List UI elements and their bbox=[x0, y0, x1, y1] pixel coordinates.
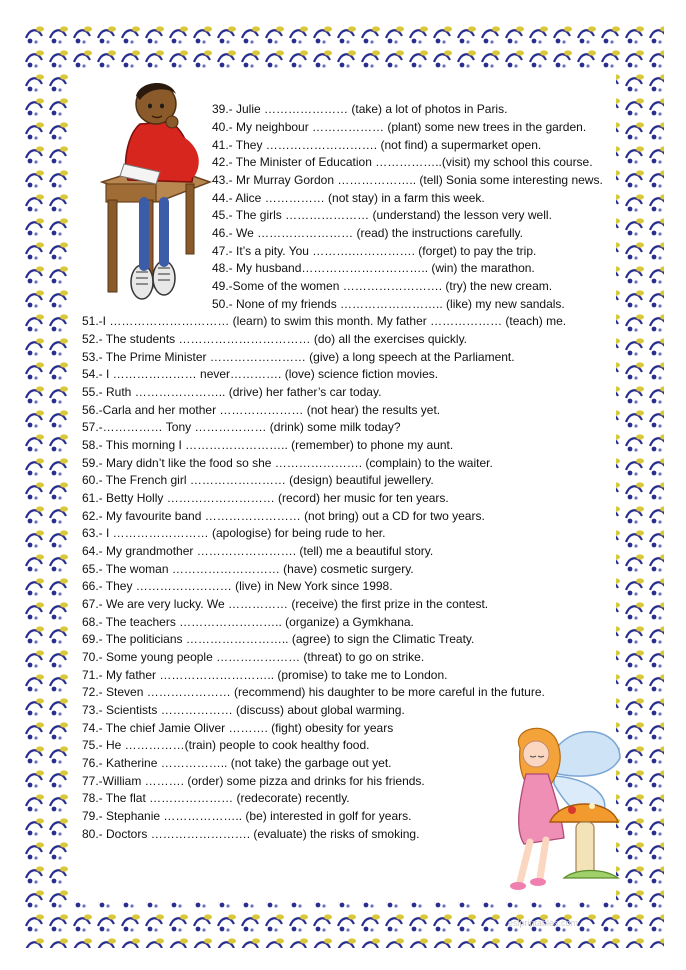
exercise-68: 68.- The teachers …………………….. (organize) a Gymkhana. bbox=[82, 615, 414, 629]
exercise-69: 69.- The politicians …………………….. (agree) to sign the Climatic Treaty. bbox=[82, 632, 475, 646]
exercise-80: 80.- Doctors ……………………. (evaluate) the risks of smoking. bbox=[82, 827, 420, 841]
exercise-52: 52.- The students …………………………… (do) all the exercises quickly. bbox=[82, 332, 468, 346]
exercise-63: 63.- I …………………… (apologise) for being rude to her. bbox=[82, 526, 386, 540]
exercise-58: 58.- This morning I …………………….. (remember) to phone my aunt. bbox=[82, 438, 454, 452]
exercise-75: 75.- He ……………(train) people to cook healthy food. bbox=[82, 738, 370, 752]
exercise-54: 54.- I ………………… never…………. (love) science fiction movies. bbox=[82, 367, 439, 381]
exercise-59: 59.- Mary didn’t like the food so she …………………. (complain) to the waiter. bbox=[82, 456, 493, 470]
exercise-62: 62.- My favourite band …………………… (not bring) out a CD for two years. bbox=[82, 509, 485, 523]
exercise-71: 71.- My father ……………………….. (promise) to take me to London. bbox=[82, 668, 448, 682]
exercise-39: 39.- Julie ………………… (take) a lot of photos in Paris. bbox=[212, 102, 508, 116]
exercise-64: 64.- My grandmother ……………………. (tell) me a beautiful story. bbox=[82, 544, 434, 558]
exercise-49: 49.-Some of the women ……………………. (try) the new cream. bbox=[212, 279, 553, 293]
exercise-66: 66.- They …………………… (live) in New York since 1998. bbox=[82, 579, 393, 593]
exercise-78: 78.- The flat ………………… (redecorate) recently. bbox=[82, 791, 350, 805]
exercise-76: 76.- Katherine …………….. (not take) the garbage out yet. bbox=[82, 756, 392, 770]
exercise-65: 65.- The woman ……………………… (have) cosmetic surgery. bbox=[82, 562, 414, 576]
exercise-55: 55.- Ruth ………………….. (drive) her father’s car today. bbox=[82, 385, 382, 399]
exercise-57: 57.-…………… Tony ……………… (drink) some milk today? bbox=[82, 420, 401, 434]
exercise-73: 73.- Scientists ……………… (discuss) about global warming. bbox=[82, 703, 405, 717]
exercise-70: 70.- Some young people ………………… (threat) to go on strike. bbox=[82, 650, 425, 664]
fairy-sitting-on-mushroom-illustration bbox=[480, 718, 630, 898]
exercise-72: 72.- Steven ………………… (recommend) his daughter to be more careful in the future. bbox=[82, 685, 545, 699]
exercise-41: 41.- They ………………………. (not find) a supermarket open. bbox=[212, 138, 542, 152]
exercise-79: 79.- Stephanie ……………….. (be) interested in golf for years. bbox=[82, 809, 412, 823]
boy-writing-at-desk-illustration bbox=[100, 72, 212, 304]
exercise-56: 56.-Carla and her mother ………………… (not hear) the results yet. bbox=[82, 403, 441, 417]
exercise-74: 74.- The chief Jamie Oliver ………. (fight) obesity for years bbox=[82, 721, 394, 735]
exercise-53: 53.- The Prime Minister …………………… (give) a long speech at the Parliament. bbox=[82, 350, 515, 364]
exercise-77: 77.-William ………. (order) some pizza and drinks for his friends. bbox=[82, 774, 425, 788]
exercise-51: 51.-I ………………………… (learn) to swim this month. My father ……………… (teach) me. bbox=[82, 314, 567, 328]
exercise-48: 48.- My husband………………………….. (win) the marathon. bbox=[212, 261, 535, 275]
exercise-43: 43.- Mr Murray Gordon ……………….. (tell) Sonia some interesting news. bbox=[212, 173, 603, 187]
exercise-40: 40.- My neighbour ……………… (plant) some new trees in the garden. bbox=[212, 120, 587, 134]
exercise-42: 42.- The Minister of Education ……………..(visit) my school this course. bbox=[212, 155, 593, 169]
exercise-61: 61.- Betty Holly ……………………… (record) her music for ten years. bbox=[82, 491, 449, 505]
exercise-60: 60.- The French girl …………………… (design) beautiful jewellery. bbox=[82, 473, 434, 487]
exercise-47: 47.- It’s a pity. You ……….……………. (forget) to pay the trip. bbox=[212, 244, 537, 258]
exercise-46: 46.- We …………………… (read) the instructions carefully. bbox=[212, 226, 523, 240]
exercise-45: 45.- The girls ………………… (understand) the lesson very well. bbox=[212, 208, 552, 222]
exercise-50: 50.- None of my friends …………………….. (like) my new sandals. bbox=[212, 297, 565, 311]
watermark-text: eslprintables.com bbox=[508, 918, 579, 928]
exercise-44: 44.- Alice …………… (not stay) in a farm this week. bbox=[212, 191, 485, 205]
exercise-67: 67.- We are very lucky. We …………… (receive) the first prize in the contest. bbox=[82, 597, 489, 611]
